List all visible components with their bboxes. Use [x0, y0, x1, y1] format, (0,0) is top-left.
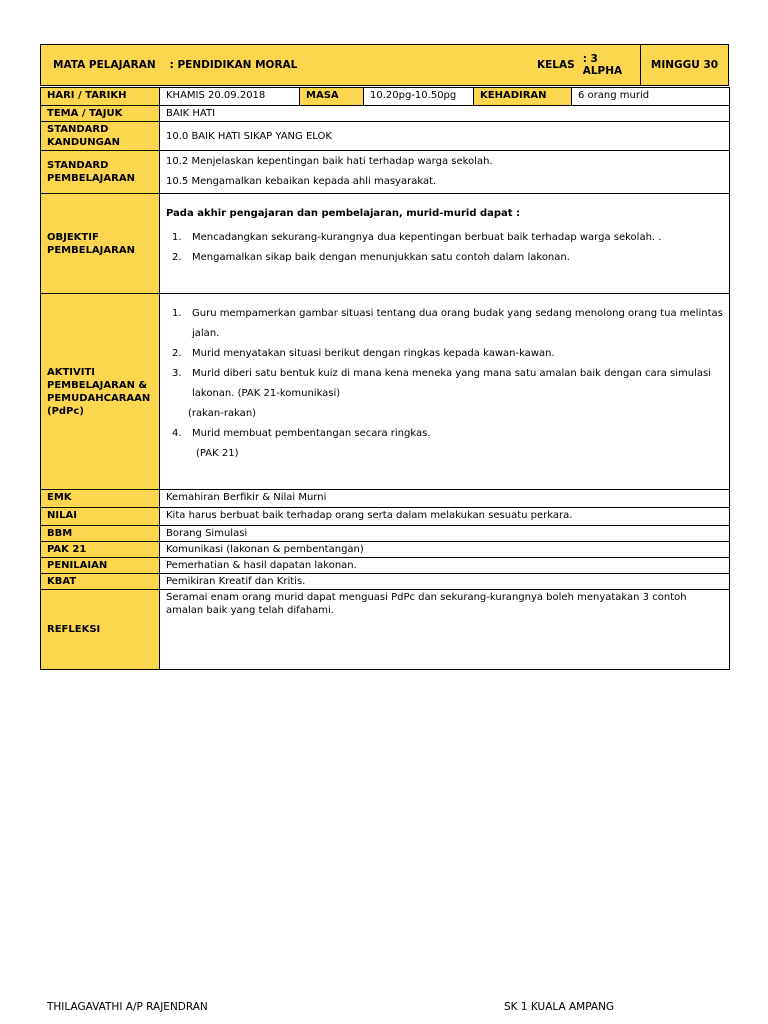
refleksi-label: REFLEKSI — [41, 590, 160, 670]
theme-row — [41, 106, 730, 122]
content-standard-value: 10.0 BAIK HATI SIKAP YANG ELOK — [160, 122, 730, 151]
pak21-row — [41, 542, 730, 558]
refleksi-row — [41, 590, 730, 670]
objective-item: 1. Mencadangkan sekurang-kurangnya dua kepentingan berbuat baik terhadap warga sekolah. . — [172, 232, 662, 243]
emk-value: Kemahiran Berfikir & Nilai Murni — [160, 490, 730, 508]
teacher-name: THILAGAVATHI A/P RAJENDRAN — [47, 1001, 208, 1013]
day-value: KHAMIS 20.09.2018 — [160, 88, 300, 106]
week-cell: MINGGU 30 — [640, 45, 728, 85]
class-value: : 3 ALPHA — [582, 53, 623, 77]
kbat-label: KBAT — [41, 574, 160, 590]
school-name: SK 1 KUALA AMPANG — [504, 1001, 615, 1013]
lesson-table — [40, 87, 730, 670]
learning-standard-cell — [160, 151, 730, 194]
bbm-label: BBM — [41, 526, 160, 542]
lesson-header — [40, 44, 729, 86]
time-label: MASA — [300, 88, 364, 106]
activity-item: 2. Murid menyatakan situasi berikut dengan ringkas kepada kawan-kawan. — [172, 348, 555, 359]
penilaian-row — [41, 558, 730, 574]
lesson-plan-sheet — [40, 44, 729, 670]
objectives-list — [166, 228, 723, 268]
class-label: KELAS — [537, 59, 575, 71]
objectives-label: OBJEKTIF PEMBELAJARAN — [41, 194, 160, 294]
pak21-label: PAK 21 — [41, 542, 160, 558]
objectives-row — [41, 194, 730, 294]
pak21-value: Komunikasi (lakonan & pembentangan) — [160, 542, 730, 558]
theme-label: TEMA / TAJUK — [41, 106, 160, 122]
activities-label: AKTIVITI PEMBELAJARAN & PEMUDAHCARAAN (PdPc) — [41, 294, 160, 490]
activity-item: 4. Murid membuat pembentangan secara ringkas. — [172, 428, 431, 439]
theme-value: BAIK HATI — [160, 106, 730, 122]
activities-cell — [160, 294, 730, 490]
bbm-row — [41, 526, 730, 542]
activities-list — [166, 304, 723, 404]
objective-item: 2. Mengamalkan sikap baik dengan menunjukkan satu contoh dalam lakonan. — [172, 252, 570, 263]
nilai-value: Kita harus berbuat baik terhadap orang serta dalam melakukan sesuatu perkara. — [160, 508, 730, 526]
subject-value: : PENDIDIKAN MORAL — [169, 59, 298, 71]
nilai-label: NILAI — [41, 508, 160, 526]
kbat-value: Pemikiran Kreatif dan Kritis. — [160, 574, 730, 590]
bbm-value: Borang Simulasi — [160, 526, 730, 542]
emk-row — [41, 490, 730, 508]
activities-row — [41, 294, 730, 490]
content-standard-row — [41, 122, 730, 151]
attendance-value: 6 orang murid — [572, 88, 730, 106]
class-cell — [537, 45, 640, 85]
emk-label: EMK — [41, 490, 160, 508]
activity-note-3: (rakan-rakan) — [188, 408, 257, 419]
learning-standard-row — [41, 151, 730, 194]
activity-note-4: (PAK 21) — [196, 448, 239, 459]
objectives-intro: Pada akhir pengajaran dan pembelajaran, murid-murid dapat : — [166, 208, 521, 219]
activity-item: 3. Murid diberi satu bentuk kuiz di mana kena meneka yang mana satu amalan baik dengan cara simulasi lakonan. (PAK 21-komunikasi) — [172, 368, 711, 399]
attendance-label: KEHADIRAN — [474, 88, 572, 106]
learning-standard-line-1: 10.2 Menjelaskan kepentingan baik hati terhadap warga sekolah. — [166, 156, 493, 167]
subject-cell — [41, 45, 537, 85]
learning-standard-line-2: 10.5 Mengamalkan kebaikan kepada ahli masyarakat. — [166, 176, 437, 187]
day-label: HARI / TARIKH — [41, 88, 160, 106]
kbat-row — [41, 574, 730, 590]
objectives-cell — [160, 194, 730, 294]
content-standard-label: STANDARD KANDUNGAN — [41, 122, 160, 151]
refleksi-value: Seramai enam orang murid dapat menguasi PdPc dan sekurang-kurangnya boleh menyatakan 3 contoh amalan baik yang telah difahami. — [160, 590, 730, 670]
info-row — [41, 88, 730, 106]
time-value: 10.20pg-10.50pg — [364, 88, 474, 106]
activity-item: 1. Guru mempamerkan gambar situasi tentang dua orang budak yang sedang menolong orang tua melintas jalan. — [172, 308, 723, 339]
penilaian-value: Pemerhatian & hasil dapatan lakonan. — [160, 558, 730, 574]
nilai-row — [41, 508, 730, 526]
subject-label: MATA PELAJARAN — [53, 59, 156, 71]
penilaian-label: PENILAIAN — [41, 558, 160, 574]
learning-standard-label: STANDARD PEMBELAJARAN — [41, 151, 160, 194]
activities-list-continued — [166, 424, 723, 444]
